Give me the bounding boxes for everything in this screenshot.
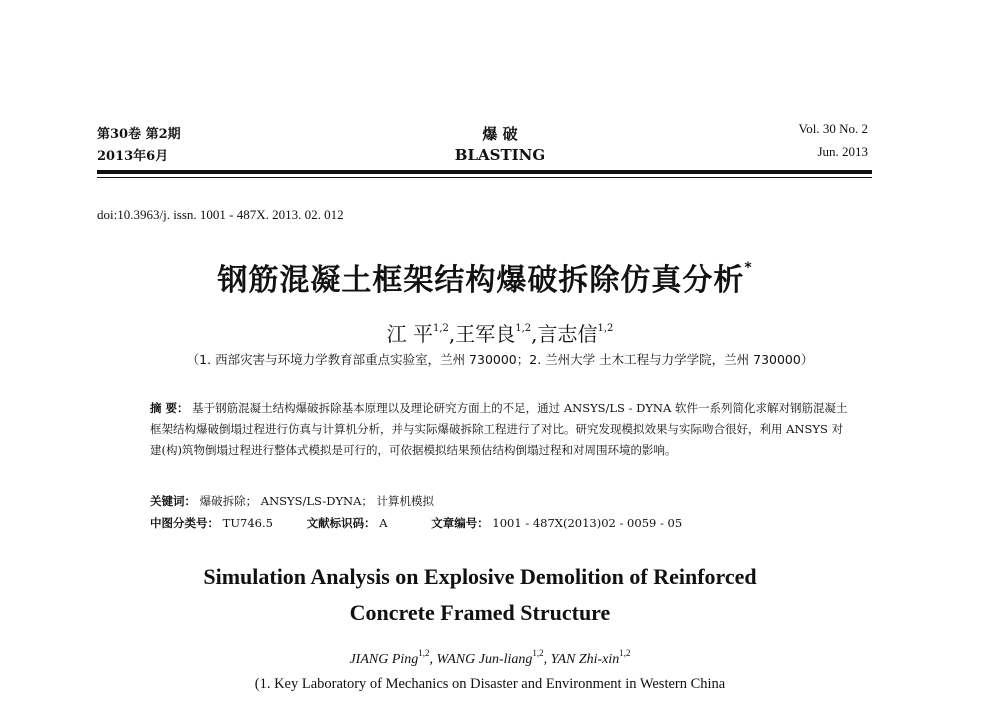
- date-en: Jun. 2013: [817, 144, 868, 159]
- author-en-affil: 1,2: [418, 648, 430, 658]
- title-en: [0, 559, 960, 631]
- abstract: [150, 398, 850, 461]
- clc-label: 中图分类号：: [150, 516, 219, 530]
- affiliation-en: (1. Key Laboratory of Mechanics on Disaster and Environment in Western China: [254, 676, 726, 692]
- title-en-line2: Concrete Framed Structure: [349, 600, 611, 625]
- classification: [150, 515, 682, 531]
- author-cn-affil: 1,2: [597, 323, 614, 334]
- abstract-text: 基于钢筋混凝土结构爆破拆除基本原理以及理论研究方面上的不足，通过 ANSYS/LS - DYNA 软件一系列简化求解对钢筋混凝土框架结构爆破倒塌过程进行仿真与计算机分析，并与实际爆破拆除工程进行了对比。研究发现模拟效果与实际吻合很好，利用 ANSYS 对建(构)筑物倒塌过程进行整体式模拟是可行的，可依据模拟结果预估结构倒塌过程和对周围环境的影响。: [150, 401, 848, 457]
- author-cn: 江 平: [386, 322, 433, 346]
- doi: doi:10.3963/j. issn. 1001 - 487X. 2013. 02. 012: [97, 207, 344, 222]
- clc-value: TU746.5: [222, 516, 273, 530]
- title-cn: [0, 255, 970, 299]
- authors-en: JIANG Ping$^{1,2}$, WANG Jun-liang$^{1,2}$, YAN Zhi-xin$^{1,2}$: [349, 648, 631, 667]
- volume-cn: 第30卷 第2期: [97, 127, 181, 142]
- keywords-items: 爆破拆除； ANSYS/LS-DYNA； 计算机模拟: [199, 494, 435, 508]
- authors-cn: 江 平$^{1,2}$,王军良$^{1,2}$,言志信$^{1,2}$: [386, 322, 614, 346]
- article-number-value: 1001 - 487X(2013)02 - 0059 - 05: [492, 516, 683, 530]
- doc-code-label: 文献标识码：: [306, 516, 376, 530]
- author-en-affil: 1,2: [619, 648, 631, 658]
- header-rule-thick: [97, 170, 872, 174]
- doc-code-value: A: [379, 516, 388, 530]
- affiliation-cn: （1. 西部灾害与环境力学教育部重点实验室，兰州 730000；2. 兰州大学 土木工程与力学学院，兰州 730000）: [186, 352, 814, 367]
- title-cn-text: 钢筋混凝土框架结构爆破拆除仿真分析: [217, 263, 745, 298]
- header-volume-en: [799, 117, 868, 163]
- keywords-label: 关键词：: [150, 494, 196, 508]
- abstract-label: 摘 要：: [150, 401, 189, 415]
- author-en: WANG Jun-liang: [436, 652, 533, 667]
- journal-cn: 爆 破: [482, 125, 518, 143]
- author-cn: 言志信: [537, 322, 598, 346]
- keywords: [150, 493, 434, 509]
- date-cn: 2013年6月: [97, 149, 169, 164]
- author-en: YAN Zhi-xin: [550, 652, 620, 667]
- author-cn: 王军良: [455, 322, 516, 346]
- article-number-label: 文章编号：: [431, 516, 489, 530]
- title-en-line1: Simulation Analysis on Explosive Demolition of Reinforced: [203, 564, 757, 589]
- journal-en: BLASTING: [454, 146, 546, 164]
- author-cn-affil: 1,2: [432, 323, 449, 334]
- author-en: JIANG Ping: [349, 652, 419, 667]
- author-cn-affil: 1,2: [515, 323, 532, 334]
- header-rule-thin: [97, 177, 872, 178]
- author-en-affil: 1,2: [532, 648, 544, 658]
- title-cn-footnote-mark: *: [744, 260, 753, 276]
- volume-en: Vol. 30 No. 2: [798, 121, 868, 136]
